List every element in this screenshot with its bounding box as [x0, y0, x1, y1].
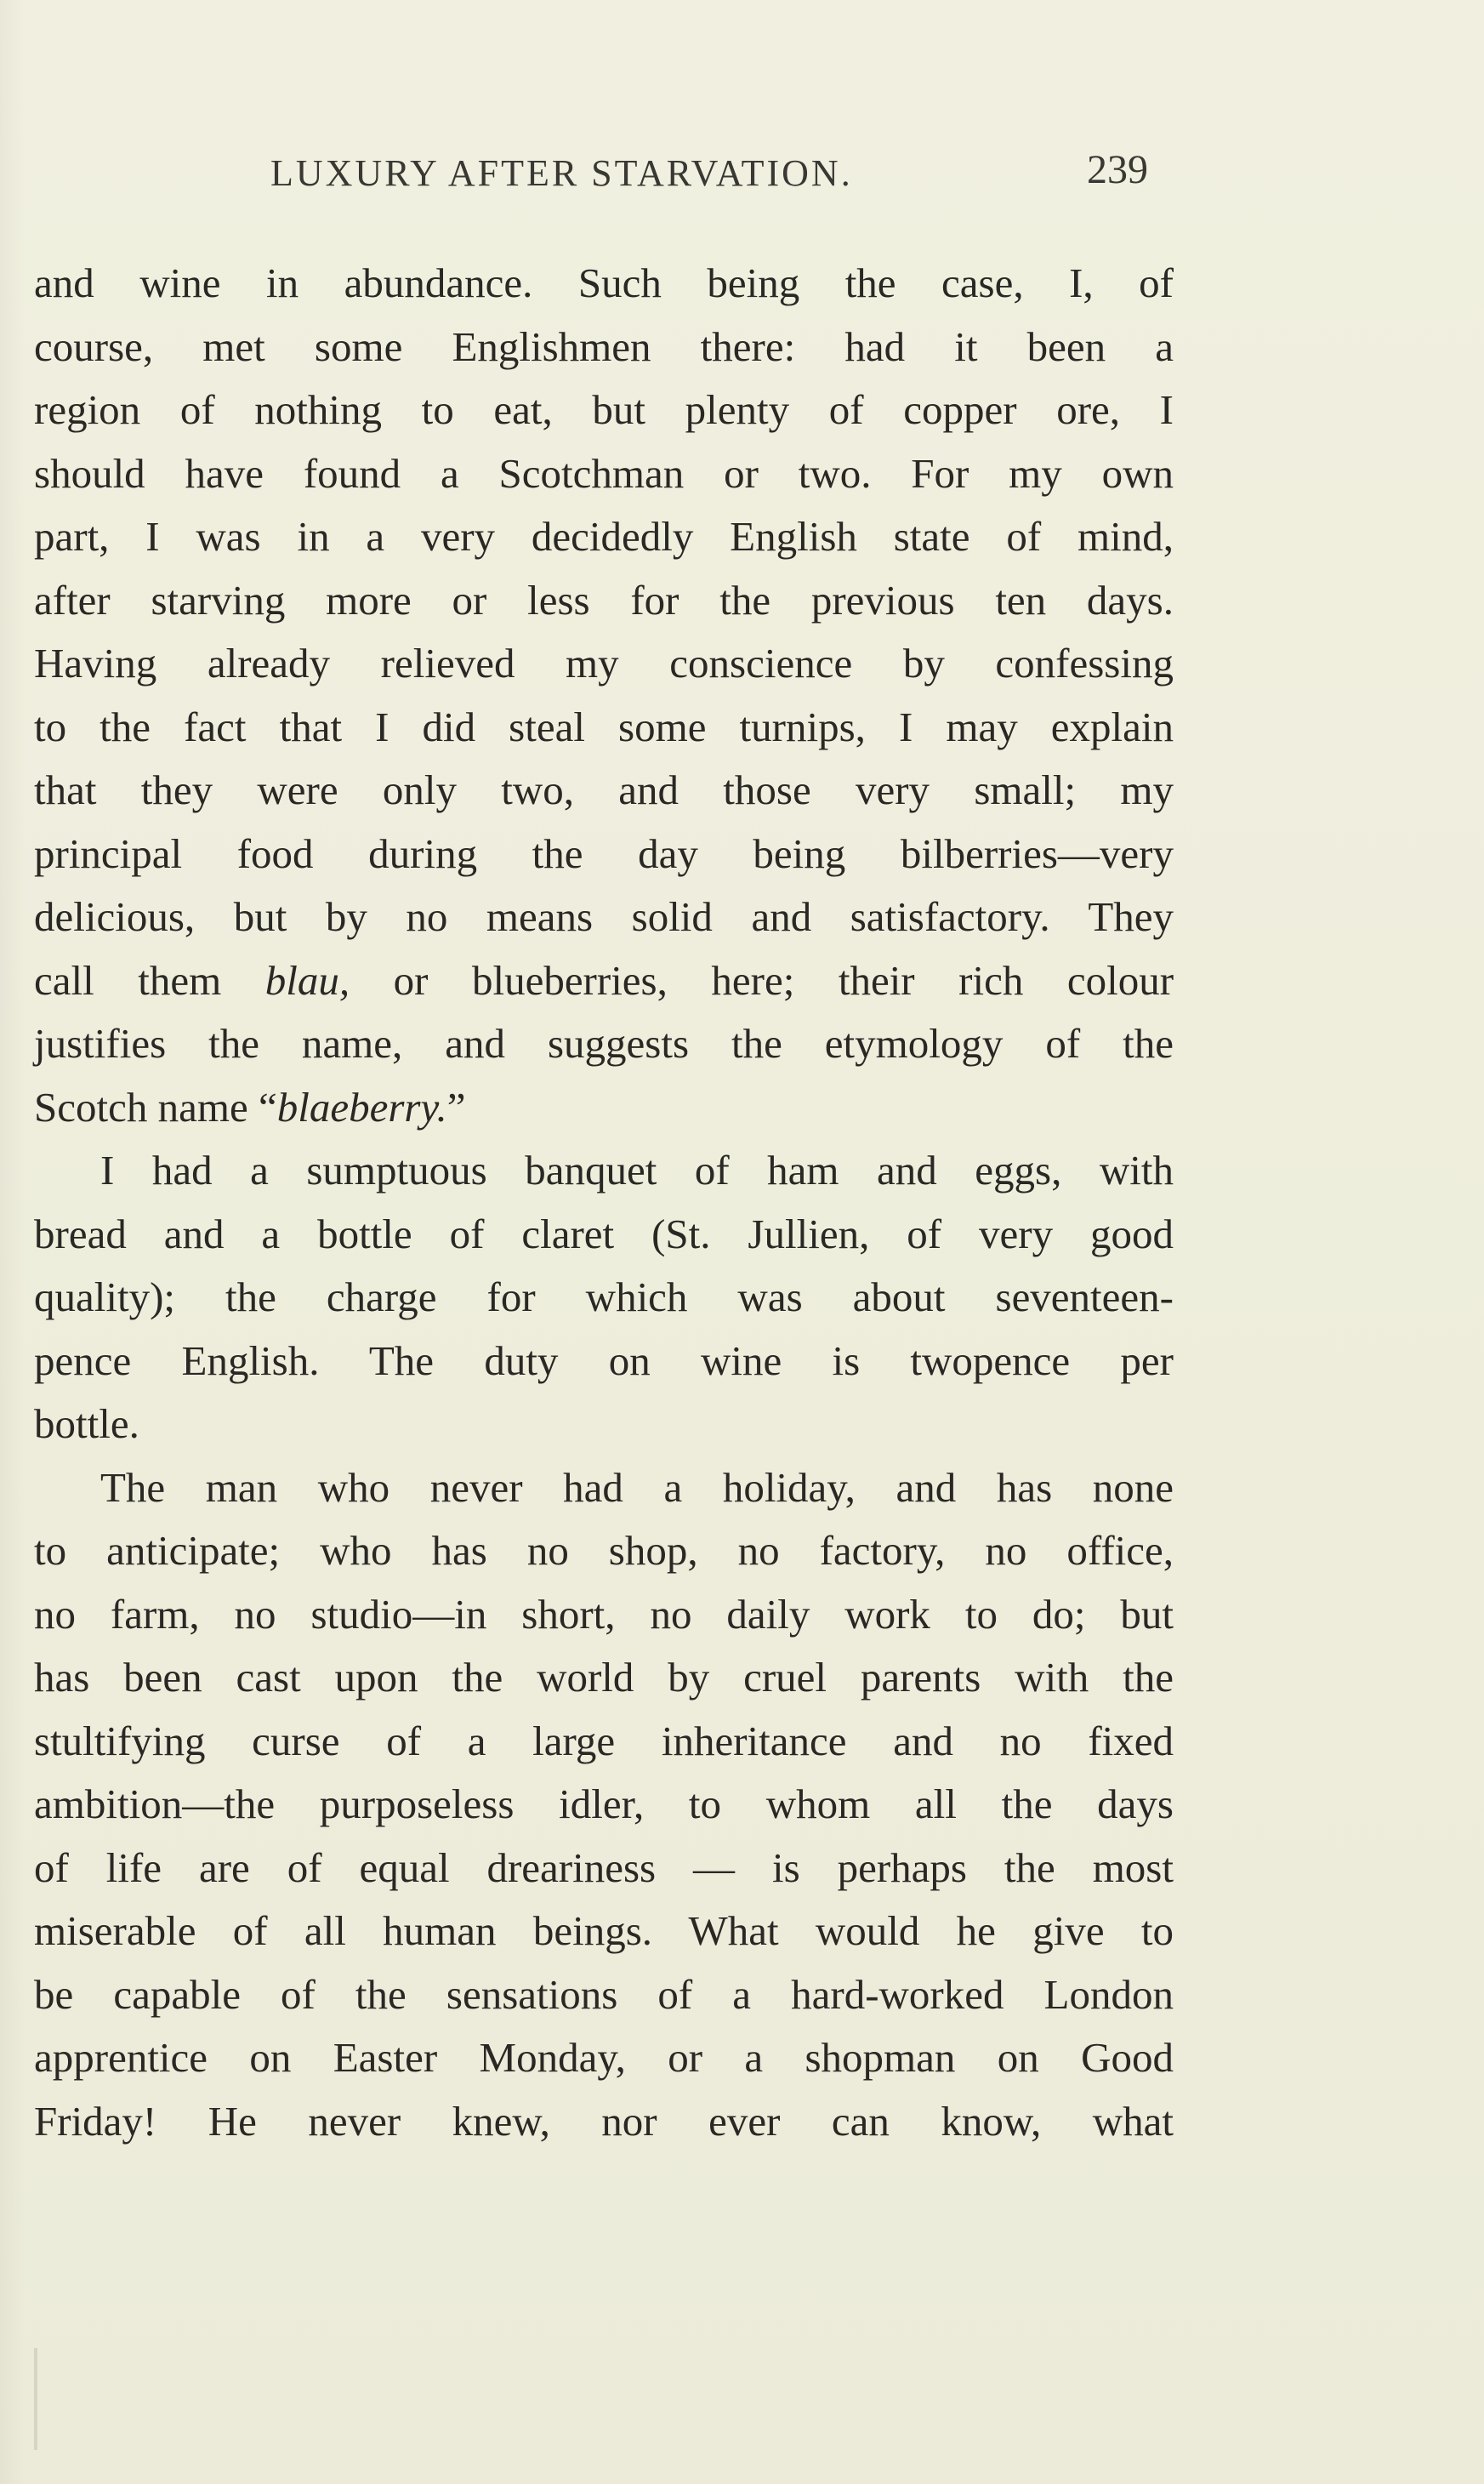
gutter-shadow: [34, 2348, 37, 2450]
text-run: call them: [34, 956, 265, 1004]
page-number: 239: [1087, 147, 1148, 192]
italic-word: blaeberry.: [276, 1083, 447, 1131]
text-line: region of nothing to eat, but plenty of copper ore, I: [34, 386, 1174, 433]
text-line: course, met some Englishmen there: had it been a: [34, 322, 1174, 370]
text-run: Scotch name “: [34, 1083, 277, 1131]
text-line: to the fact that I did steal some turnips, I may explain: [34, 703, 1174, 750]
text-line: that they were only two, and those very small; my: [34, 766, 1174, 813]
text-line: has been cast upon the world by cruel parents with the: [34, 1654, 1174, 1701]
text-line: and wine in abundance. Such being the case, I, of: [34, 259, 1174, 306]
text-line: [34, 1076, 1174, 1140]
body-text: [34, 252, 1174, 2153]
text-line: principal food during the day being bilberries—very: [34, 829, 1174, 877]
text-line: justifies the name, and suggests the etymology of the: [34, 1020, 1174, 1067]
text-run: or blueberries, here; their rich colour: [350, 956, 1174, 1004]
text-line: ambition—the purposeless idler, to whom all the days: [34, 1780, 1174, 1827]
text-line: to anticipate; who has no shop, no factory, no office,: [34, 1527, 1174, 1574]
text-line: I had a sumptuous banquet of ham and eggs, with: [100, 1147, 1174, 1194]
text-line: be capable of the sensations of a hard-worked London: [34, 1970, 1174, 2018]
text-line: part, I was in a very decidedly English state of mind,: [34, 513, 1174, 560]
text-line: quality); the charge for which was about seventeen-: [34, 1273, 1174, 1320]
text-line: stultifying curse of a large inheritance and no fixed: [34, 1717, 1174, 1764]
text-line: [34, 949, 1174, 1013]
text-line: should have found a Scotchman or two. For my own: [34, 449, 1174, 497]
text-line: miserable of all human beings. What would he give to: [34, 1907, 1174, 1954]
italic-word: blau,: [264, 956, 350, 1004]
text-line: The man who never had a holiday, and has none: [100, 1463, 1174, 1511]
text-line: Friday! He never knew, nor ever can know, what: [34, 2097, 1174, 2145]
text-line: apprentice on Easter Monday, or a shopman on Good: [34, 2034, 1174, 2081]
running-title: LUXURY AFTER STARVATION.: [270, 152, 853, 194]
text-line: no farm, no studio—in short, no daily work to do; but: [34, 1590, 1174, 1638]
text-line: bread and a bottle of claret (St. Jullien, of very good: [34, 1210, 1174, 1257]
text-line: of life are of equal dreariness — is perhaps the most: [34, 1843, 1174, 1891]
text-line: Having already relieved my conscience by confessing: [34, 640, 1174, 687]
text-run: ”: [446, 1083, 466, 1131]
text-line: pence English. The duty on wine is twopence per: [34, 1336, 1174, 1384]
text-line: after starving more or less for the previous ten days.: [34, 576, 1174, 624]
text-line: bottle.: [34, 1400, 139, 1447]
text-line: delicious, but by no means solid and satisfactory. They: [34, 893, 1174, 940]
